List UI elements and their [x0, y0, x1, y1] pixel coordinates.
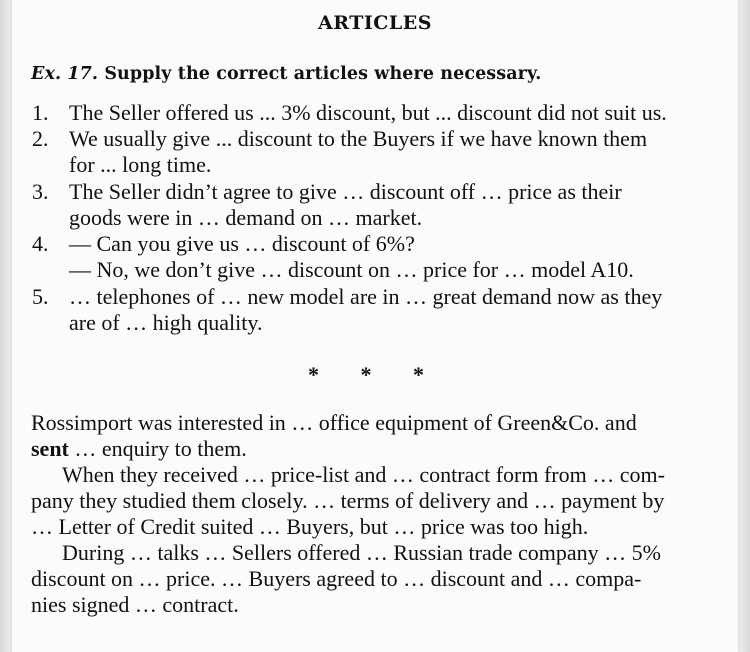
item-number: 2. — [32, 126, 49, 151]
exercise-instruction: Supply the correct articles where necessary. — [104, 64, 542, 84]
bold-word: sent — [31, 436, 69, 461]
item-number: 1. — [32, 100, 49, 125]
item-text-line: — No, we don’t give … discount on … price for … model A10. — [69, 257, 634, 282]
item-text-line: — Can you give us … discount of 6%? — [69, 231, 415, 256]
item-number: 3. — [32, 179, 49, 204]
passage-line: During … talks … Sellers offered … Russian trade company … 5% — [62, 540, 661, 565]
item-number: 5. — [32, 284, 49, 309]
item-text-line: The Seller didn’t agree to give … discount off … price as their — [69, 179, 622, 204]
page-edge-left — [0, 0, 12, 652]
item-number: 4. — [32, 231, 49, 256]
item-text-line: The Seller offered us ... 3% discount, but ... discount did not suit us. — [69, 100, 667, 125]
passage-line: When they received … price-list and … contract form from … com- — [62, 462, 665, 487]
page-edge-right — [738, 0, 750, 652]
section-separator: * * * — [308, 362, 442, 387]
item-text-line: We usually give ... discount to the Buyers if we have known them — [69, 126, 648, 151]
passage-line: pany they studied them closely. … terms of delivery and … payment by — [31, 488, 665, 513]
item-text-line: … telephones of … new model are in … great demand now as they — [69, 284, 663, 309]
passage-text: … enquiry to them. — [68, 436, 247, 461]
passage-line — [31, 436, 247, 462]
item-text-line: are of … high quality. — [69, 310, 263, 335]
passage-line: discount on … price. … Buyers agreed to … discount and … compa- — [31, 566, 642, 591]
exercise-label: Ex. 17. — [31, 64, 99, 84]
passage-line: nies signed … contract. — [31, 592, 239, 617]
passage-line: Rossimport was interested in … office equipment of Green&Co. and — [31, 410, 637, 435]
passage-line: … Letter of Credit suited … Buyers, but … price was too high. — [31, 514, 589, 539]
item-text-line: goods were in … demand on … market. — [69, 205, 423, 230]
exercise-heading — [31, 64, 541, 84]
page-title: ARTICLES — [318, 12, 432, 34]
item-text-line: for ... long time. — [69, 152, 212, 177]
